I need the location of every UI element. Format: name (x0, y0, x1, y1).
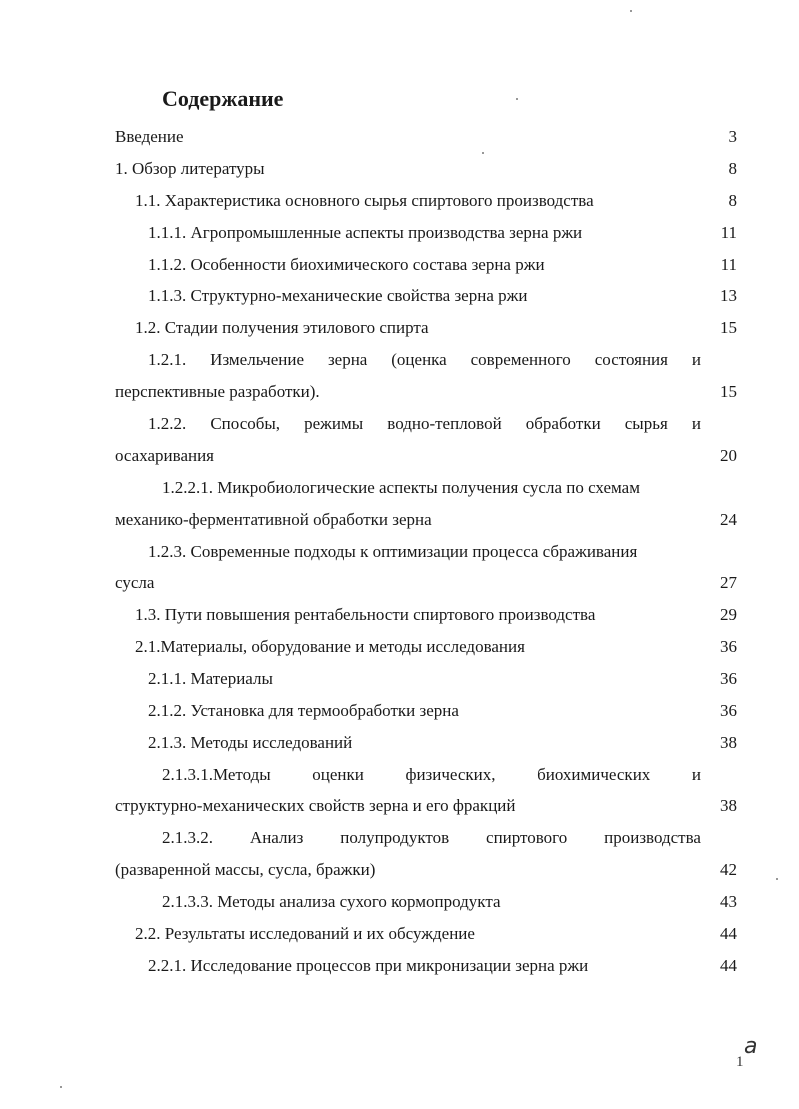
toc-entry (0, 443, 799, 469)
toc-page-number: 13 (720, 286, 737, 305)
toc-entry-text: 1.2.1. Измельчение зерна (оценка современного состояния и (148, 350, 701, 369)
toc-entry-text: 2.2. Результаты исследований и их обсуждение (135, 924, 475, 943)
toc-entry (0, 283, 799, 309)
toc-entry-text: структурно-механических свойств зерна и его фракций (115, 796, 516, 815)
toc-page-number: 38 (720, 733, 737, 752)
toc-entry-text: 1.1. Характеристика основного сырья спиртового производства (135, 191, 594, 210)
toc-entry-text: сусла (115, 573, 155, 592)
toc-entry (0, 602, 799, 628)
toc-entry (0, 188, 799, 214)
toc-page-number: 15 (720, 318, 737, 337)
toc-page-number: 44 (720, 956, 737, 975)
toc-entry-text: 2.1.3.1.Методы оценки физических, биохимических и (162, 765, 701, 784)
toc-page-number: 11 (720, 223, 737, 242)
toc-entry-text: (разваренной массы, сусла, бражки) (115, 860, 376, 879)
page-number: 1 (736, 1054, 744, 1070)
toc-entry (0, 220, 799, 246)
toc-entry-text: 2.1.3.3. Методы анализа сухого кормопродукта (162, 892, 501, 911)
scan-speck (776, 878, 778, 880)
toc-entry-text: 1.2.3. Современные подходы к оптимизации процесса сбраживания (148, 542, 638, 561)
toc-page-number: 44 (720, 924, 737, 943)
toc-page-number: 38 (720, 796, 737, 815)
toc-entry-text: 2.1.3.2. Анализ полупродуктов спиртового производства (162, 828, 701, 847)
toc-entry-text: 1.1.2. Особенности биохимического состава зерна ржи (148, 255, 545, 274)
toc-entry (0, 793, 799, 819)
toc-entry-text: 1.3. Пути повышения рентабельности спиртового производства (135, 605, 596, 624)
toc-entry (0, 666, 799, 692)
toc-page-number: 43 (720, 892, 737, 911)
toc-entry (0, 889, 799, 915)
toc-page-number: 36 (720, 701, 737, 720)
toc-entry (0, 124, 799, 150)
toc-entry-text: Введение (115, 127, 184, 146)
toc-entry (0, 315, 799, 341)
toc-entry-text: перспективные разработки). (115, 382, 320, 401)
toc-page-number: 8 (728, 159, 737, 178)
toc-entry (0, 634, 799, 660)
toc-page-number: 27 (720, 573, 737, 592)
scan-speck (516, 98, 518, 100)
toc-entry (0, 953, 799, 979)
toc-entry (0, 825, 799, 851)
toc-entry (0, 411, 799, 437)
toc-entry-text: 2.2.1. Исследование процессов при микронизации зерна ржи (148, 956, 589, 975)
toc-entry (0, 156, 799, 182)
toc-entry-text: 2.1.2. Установка для термообработки зерна (148, 701, 459, 720)
toc-entry (0, 570, 799, 596)
toc-entry (0, 252, 799, 278)
toc-entry-text: осахаривания (115, 446, 215, 465)
toc-page-number: 36 (720, 669, 737, 688)
scan-speck (60, 1086, 62, 1088)
toc-page-number: 42 (720, 860, 737, 879)
toc-entry-text: 1. Обзор литературы (115, 159, 265, 178)
toc-entry (0, 539, 799, 565)
toc-entry (0, 379, 799, 405)
toc-entry-text: 1.2. Стадии получения этилового спирта (135, 318, 429, 337)
toc-entry (0, 475, 799, 501)
page-title: Содержание (162, 86, 284, 111)
scan-speck (482, 152, 484, 154)
toc-entry (0, 730, 799, 756)
toc-entry-text: 1.2.2. Способы, режимы водно-тепловой обработки сырья и (148, 414, 701, 433)
toc-page-number: 15 (720, 382, 737, 401)
toc-entry (0, 921, 799, 947)
toc-entry-text: 2.1.3. Методы исследований (148, 733, 353, 752)
toc-entry-text: механико-ферментативной обработки зерна (115, 510, 432, 529)
toc-entry (0, 857, 799, 883)
toc-page-number: 11 (720, 255, 737, 274)
toc-entry (0, 347, 799, 373)
toc-entry-text: 1.1.3. Структурно-механические свойства зерна ржи (148, 286, 528, 305)
toc-page-number: 36 (720, 637, 737, 656)
toc-page-number: 8 (728, 191, 737, 210)
toc-entry (0, 698, 799, 724)
handwritten-mark: a (744, 1034, 758, 1059)
toc-entry-text: 1.2.2.1. Микробиологические аспекты получения сусла по схемам (162, 478, 640, 497)
toc-page-number: 29 (720, 605, 737, 624)
toc-page-number: 24 (720, 510, 737, 529)
toc-entry (0, 762, 799, 788)
toc-page-number: 20 (720, 446, 737, 465)
toc-entry-text: 2.1.1. Материалы (148, 669, 273, 688)
toc-entry (0, 507, 799, 533)
toc-entry-text: 2.1.Материалы, оборудование и методы исследования (135, 637, 525, 656)
toc-entry-text: 1.1.1. Агропромышленные аспекты производства зерна ржи (148, 223, 583, 242)
toc-page-number: 3 (728, 127, 737, 146)
scan-speck (630, 10, 632, 12)
